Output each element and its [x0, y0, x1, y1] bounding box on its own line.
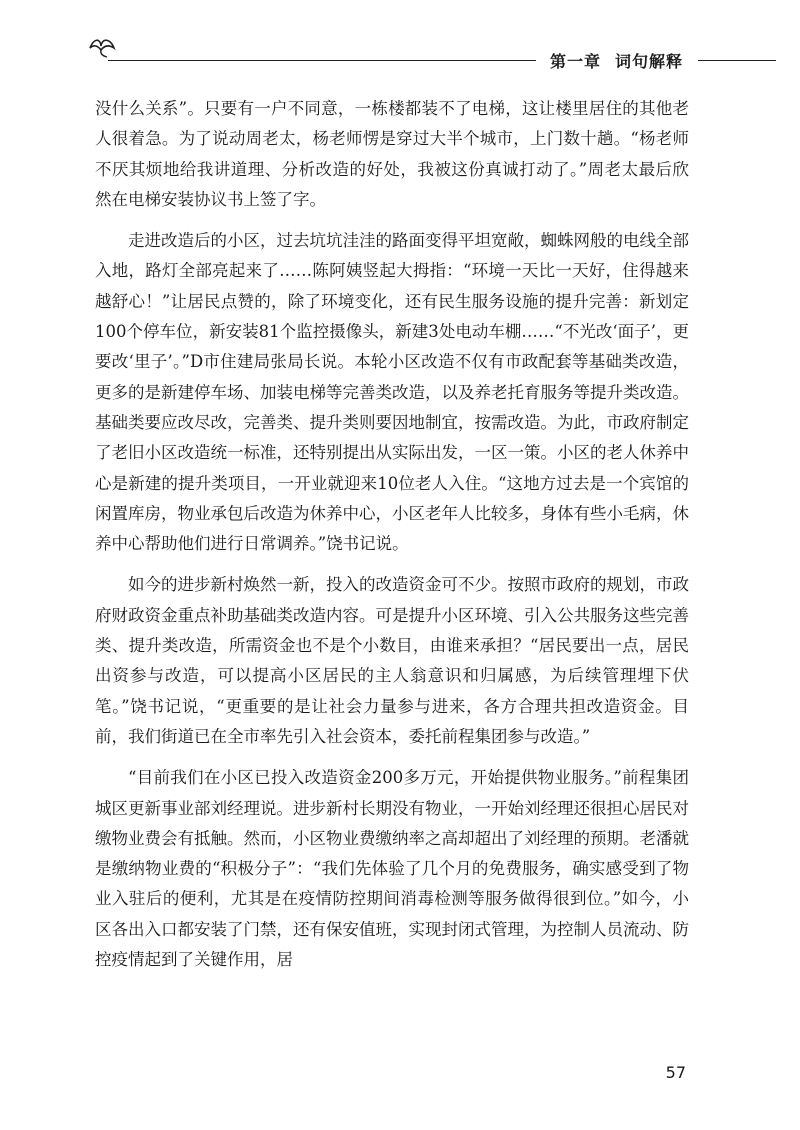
page-number: 57	[665, 1063, 686, 1082]
page-body	[95, 94, 689, 986]
paragraph: “目前我们在小区已投入改造资金200多万元，开始提供物业服务。”前程集团城区更新事业部刘经理说。进步新村长期没有物业，一开始刘经理还很担心居民对缴物业费会有抵触。然而，小区物业费缴纳率之高却超出了刘经理的预期。老潘就是缴纳物业费的“积极分子”：“我们先体验了几个月的免费服务，确实感受到了物业入驻后的便利，尤其是在疫情防控期间消毒检测等服务做得很到位。”如今，小区各出入口都安装了门禁，还有保安值班，实现封闭式管理，为控制人员流动、防控疫情起到了关键作用，居	[95, 768, 689, 970]
leaf-ornament-icon	[88, 36, 116, 58]
paragraph: 没什么关系”。只要有一户不同意，一栋楼都装不了电梯，这让楼里居住的其他老人很着急。为了说动周老太，杨老师愣是穿过大半个城市，上门数十趟。“杨老师不厌其烦地给我讲道理、分析改造的好处，我被这份真诚打动了。”周老太最后欣然在电梯安装协议书上签了字。	[95, 99, 689, 209]
paragraph: 走进改造后的小区，过去坑坑洼洼的路面变得平坦宽敞，蜘蛛网般的电线全部入地，路灯全部亮起来了……陈阿姨竖起大拇指：“环境一天比一天好，住得越来越舒心！”让居民点赞的，除了环境变化，还有民生服务设施的提升完善：新划定100个停车位，新安装81个监控摄像头，新建3处电动车棚……“不光改‘面子’，更要改‘里子’。”D市住建局张局长说。本轮小区改造不仅有市政配套等基础类改造，更多的是新建停车场、加装电梯等完善类改造，以及养老托育服务等提升类改造。基础类要应改尽改，完善类、提升类则要因地制宜，按需改造。为此，市政府制定了老旧小区改造统一标准，还特别提出从实际出发，一区一策。小区的老人休养中心是新建的提升类项目，一开业就迎来10位老人入住。“这地方过去是一个宾馆的闲置库房，物业承包后改造为休养中心，小区老年人比较多，身体有些小毛病，休养中心帮助他们进行日常调养。”饶书记说。	[95, 231, 689, 554]
chapter-heading	[550, 49, 683, 72]
running-header	[88, 36, 738, 76]
header-rule-right	[698, 60, 776, 61]
header-rule-left	[108, 60, 536, 61]
chapter-number: 第一章	[550, 52, 602, 71]
paragraph: 如今的进步新村焕然一新，投入的改造资金可不少。按照市政府的规划，市政府财政资金重点补助基础类改造内容。可是提升小区环境、引入公共服务这些完善类、提升类改造，所需资金也不是个小数目，由谁来承担？“居民要出一点，居民出资参与改造，可以提高小区居民的主人翁意识和归属感，为后续管理埋下伏笔。”饶书记说，“更重要的是让社会力量参与进来，各方合理共担改造资金。目前，我们街道已在全市率先引入社会资本，委托前程集团参与改造。”	[95, 575, 689, 746]
chapter-title: 词句解释	[615, 52, 684, 71]
